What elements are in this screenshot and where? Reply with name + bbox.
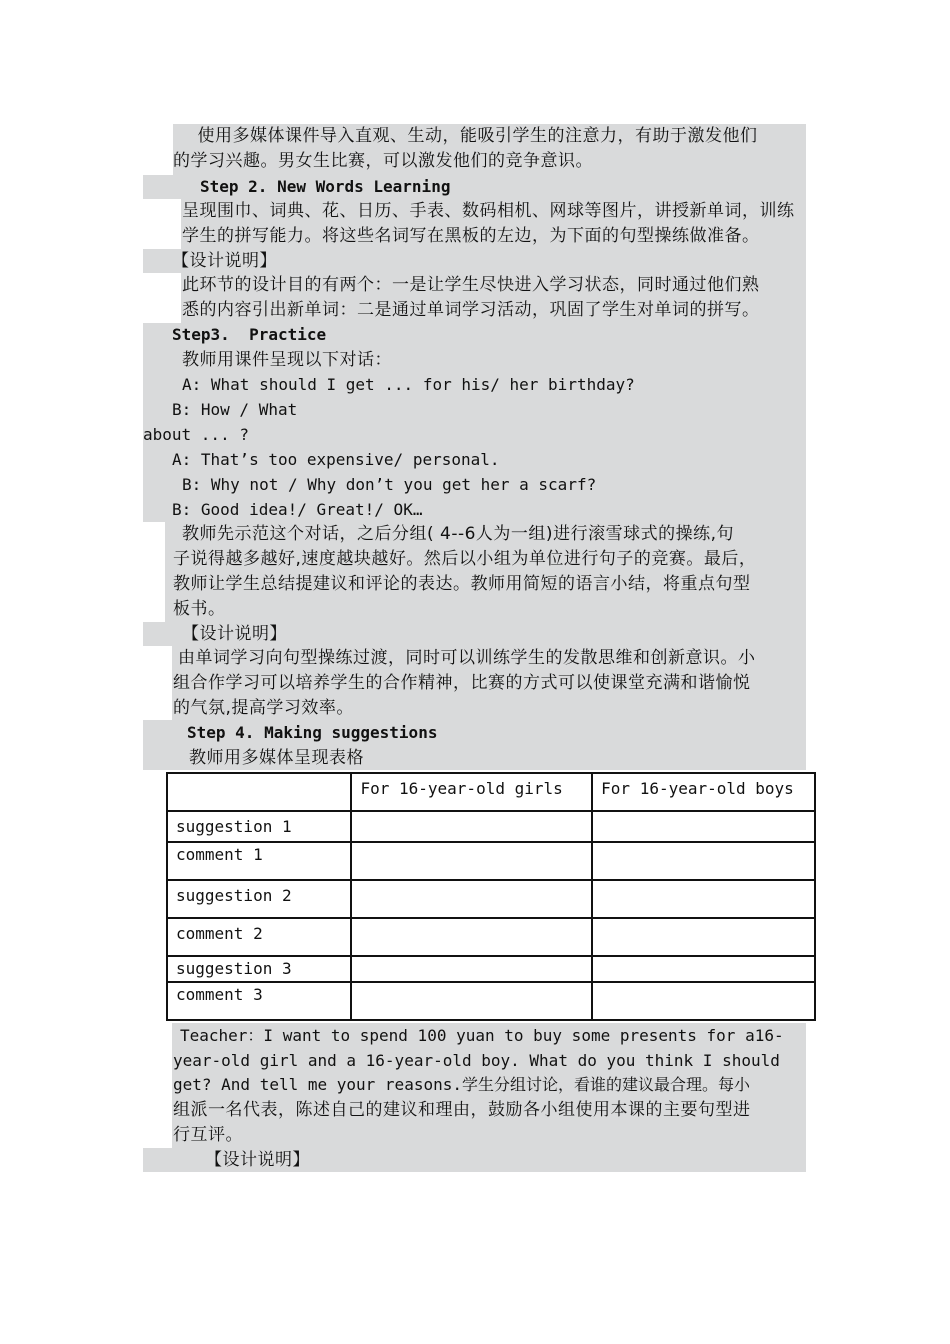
table-row-label: suggestion 2 <box>167 880 351 918</box>
paragraph-line: 使用多媒体课件导入直观、生动，能吸引学生的注意力，有助于激发他们 <box>180 126 758 146</box>
table-row <box>167 842 815 880</box>
paragraph-line: 子说得越多越好,速度越块越好。然后以小组为单位进行句子的竞赛。最后， <box>173 549 757 569</box>
paragraph-line: 的学习兴趣。男女生比赛，可以激发他们的竞争意识。 <box>173 151 593 171</box>
table-cell <box>351 982 592 1020</box>
table-header-cell: For 16-year-old boys <box>592 773 815 811</box>
table-cell <box>592 880 815 918</box>
table-cell <box>351 811 592 842</box>
table-cell <box>592 982 815 1020</box>
paragraph-line: 此环节的设计目的有两个：一是让学生尽快进入学习状态，同时通过他们熟 <box>182 275 760 295</box>
table-cell <box>592 956 815 982</box>
table-header-cell <box>167 773 351 811</box>
paragraph-line: 组合作学习可以培养学生的合作精神，比赛的方式可以使课堂充满和谐愉悦 <box>173 673 751 693</box>
table-row <box>167 982 815 1020</box>
table-cell <box>592 918 815 956</box>
dialogue-line: A: That’s too expensive/ personal. <box>172 450 500 469</box>
section-heading: Step 4. Making suggestions <box>187 723 438 742</box>
table-row-label: suggestion 3 <box>167 956 351 982</box>
paragraph-line: 呈现围巾、词典、花、日历、手表、数码相机、网球等图片，讲授新单词，训练 <box>182 201 795 221</box>
table-row-label: suggestion 1 <box>167 811 351 842</box>
table-header-cell: For 16-year-old girls <box>351 773 592 811</box>
table-row <box>167 811 815 842</box>
paragraph-line: 教师用多媒体呈现表格 <box>189 748 364 768</box>
table-cell <box>351 842 592 880</box>
table-row <box>167 918 815 956</box>
dialogue-line: B: Why not / Why don’t you get her a scarf? <box>182 475 597 494</box>
dialogue-line: B: Good idea!/ Great!/ OK… <box>172 500 423 519</box>
paragraph-line: 学生的拼写能力。将这些名词写在黑板的左边，为下面的句型操练做准备。 <box>182 226 760 246</box>
paragraph-line: 的气氛,提高学习效率。 <box>173 698 354 718</box>
paragraph-line: 行互评。 <box>173 1125 243 1145</box>
table-row-label: comment 3 <box>167 982 351 1020</box>
table-cell <box>592 811 815 842</box>
table-row-label: comment 2 <box>167 918 351 956</box>
table-row <box>167 956 815 982</box>
paragraph-line: 悉的内容引出新单词：二是通过单词学习活动，巩固了学生对单词的拼写。 <box>182 300 760 320</box>
dialogue-line: B: How / What <box>172 400 298 419</box>
paragraph-line: get? And tell me your reasons.学生分组讨论，看谁的建议最合理。每小 <box>173 1075 750 1094</box>
design-note-heading: 【设计说明】 <box>205 1150 310 1170</box>
paragraph-line: year-old girl and a 16-year-old boy. What do you think I should <box>173 1051 780 1070</box>
paragraph-line: 教师先示范这个对话，之后分组( 4--6人为一组)进行滚雪球式的操练,句 <box>182 524 734 544</box>
paragraph-line: 教师让学生总结提建议和评论的表达。教师用简短的语言小结，将重点句型 <box>173 574 751 594</box>
dialogue-line: about ... ? <box>143 425 249 444</box>
table-header-row <box>167 773 815 811</box>
section-heading: Step3. Practice <box>172 325 327 344</box>
table-row-label: comment 1 <box>167 842 351 880</box>
table-cell <box>351 918 592 956</box>
dialogue-line: A: What should I get ... for his/ her birthday? <box>182 375 635 394</box>
table-cell <box>351 880 592 918</box>
table-cell <box>351 956 592 982</box>
section-heading: Step 2. New Words Learning <box>200 177 451 196</box>
design-note-heading: 【设计说明】 <box>182 624 287 644</box>
table-cell <box>592 842 815 880</box>
paragraph-line: 由单词学习向句型操练过渡，同时可以训练学生的发散思维和创新意识。小 <box>178 648 756 668</box>
design-note-heading: 【设计说明】 <box>172 251 277 271</box>
paragraph-line: 板书。 <box>173 599 226 619</box>
paragraph-line: 教师用课件呈现以下对话： <box>182 350 392 370</box>
table-row <box>167 880 815 918</box>
paragraph-line: Teacher：I want to spend 100 yuan to buy some presents for a16- <box>180 1026 784 1045</box>
suggestion-table <box>166 772 816 1021</box>
paragraph-line: 组派一名代表，陈述自己的建议和理由，鼓励各小组使用本课的主要句型进 <box>173 1100 751 1120</box>
